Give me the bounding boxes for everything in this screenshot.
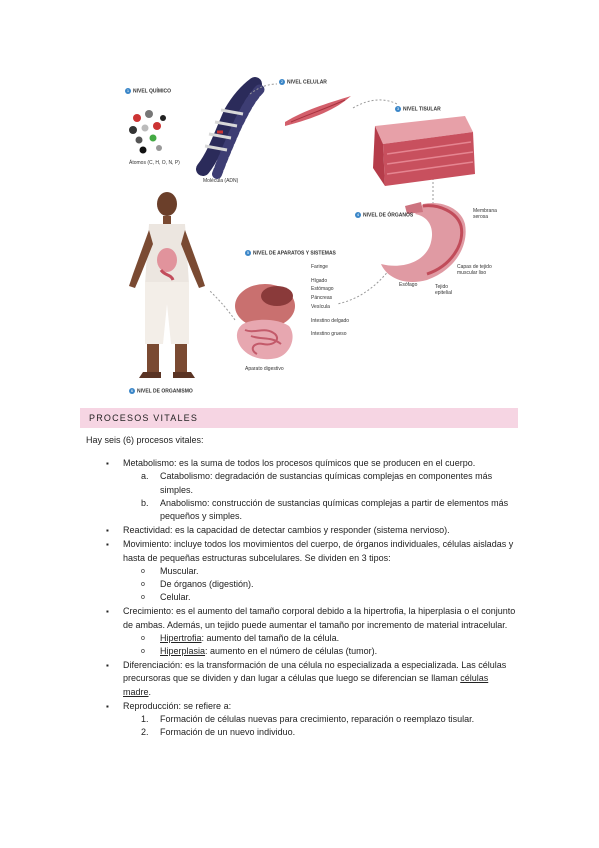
text-movimiento: incluye todos los movimientos del cuerpo, de órganos individuales, células aisladas y hasta de pequeñas estructuras subcelulares. Se dividen en 3 tipos: — [123, 539, 514, 563]
text-reactividad: es la capacidad de detectar cambios y responder (sistema nervioso). — [172, 525, 450, 536]
circle-bullet-icon: o — [141, 567, 145, 575]
sub-item-organos — [123, 578, 518, 591]
document-body — [86, 434, 518, 740]
sub-item-text: Muscular. — [160, 565, 199, 576]
text-crecimiento: es el aumento del tamaño corporal debido a la hipertrofia, la hiperplasia o el conjunto de ambas. Además, un tejido puede aumentar el tamaño por incremento de material intracelular. — [123, 606, 516, 630]
sentence-end: . — [148, 686, 152, 697]
term-hipertrofia: Hipertrofia — [160, 632, 202, 643]
liver-caption: Hígado — [311, 278, 328, 284]
term-diferenciacion: Diferenciación: — [123, 660, 183, 671]
sub-item-anabolismo — [123, 497, 518, 523]
growth-sublist — [123, 632, 518, 658]
metabolism-sublist — [123, 470, 518, 523]
level-number-badge: 5 — [246, 250, 250, 255]
term-celulas-madre: células madre — [123, 673, 489, 697]
section-header-bar — [80, 408, 518, 428]
text-anabolismo: construcción de sustancias químicas complejas a partir de elementos más pequeños y simples. — [160, 497, 509, 522]
serous-membrane-caption: Membrana serosa — [473, 208, 497, 220]
movement-sublist — [123, 565, 518, 605]
section-title: PROCESOS VITALES — [89, 413, 199, 423]
level-cellular-label: 2 NIVEL CELULAR — [280, 79, 327, 86]
list-item-reproduccion — [86, 700, 518, 740]
level-number-badge: 6 — [130, 388, 134, 393]
atoms-caption: Átomos (C, H, O, N, P) — [129, 160, 180, 166]
digestive-system-illustration — [235, 284, 295, 359]
term-catabolismo: Catabolismo: — [160, 471, 213, 482]
level-number-badge: 4 — [356, 212, 360, 217]
figure-illustration — [105, 74, 517, 400]
circle-bullet-icon: o — [141, 634, 145, 642]
text-catabolismo: degradación de sustancias químicas complejas en componentes más simples. — [160, 471, 493, 495]
dna-molecule-illustration — [203, 84, 261, 174]
sub-item-catabolismo — [123, 470, 518, 496]
term-crecimiento: Crecimiento: — [123, 606, 174, 617]
tissue-block-illustration — [373, 116, 475, 186]
digestive-system-caption: Aparato digestivo — [245, 366, 284, 372]
muscle-layers-caption: Capas de tejido muscular liso — [457, 264, 492, 276]
list-marker: b. — [141, 497, 149, 508]
gallbladder-caption: Vesícula — [311, 304, 330, 310]
sub-item-hipertrofia — [123, 632, 518, 645]
atoms-illustration — [129, 110, 166, 154]
circle-bullet-icon: o — [141, 648, 145, 656]
term-movimiento: Movimiento: — [123, 539, 172, 550]
circle-bullet-icon: o — [141, 594, 145, 602]
level-systems-label: 5 NIVEL DE APARATOS Y SISTEMAS — [246, 250, 336, 257]
sub-item-muscular — [123, 565, 518, 578]
text-hipertrofia: : aumento del tamaño de la célula. — [201, 632, 340, 643]
large-intestine-caption: Intestino grueso — [311, 331, 347, 337]
sub-item-hiperplasia — [123, 645, 518, 658]
level-number-badge: 2 — [280, 79, 284, 84]
term-metabolismo: Metabolismo: — [123, 458, 177, 469]
list-item-diferenciacion — [86, 659, 518, 699]
list-item-reactividad — [86, 524, 518, 537]
level-number-badge: 1 — [126, 88, 130, 93]
level-chemical-label: 1 NIVEL QUÍMICO — [126, 88, 171, 95]
level-organs-label: 4 NIVEL DE ÓRGANOS — [356, 212, 414, 219]
reproduction-sublist — [123, 713, 518, 739]
pharynx-caption: Faringe — [311, 264, 328, 270]
text-metabolismo: es la suma de todos los procesos químicos que se producen en el cuerpo. — [176, 458, 476, 469]
muscle-cell-illustration — [285, 96, 351, 126]
sub-item-text: De órganos (digestión). — [160, 579, 254, 590]
text-diferenciacion: es la transformación de una célula no especializada a especializada. Las células precursoras que se dividen y dan lugar a células que luego se diferencian se llaman — [123, 660, 507, 684]
small-intestine-caption: Intestino delgado — [311, 318, 350, 324]
term-reactividad: Reactividad: — [123, 525, 173, 536]
vital-processes-list — [86, 457, 518, 739]
circle-bullet-icon: o — [141, 581, 145, 589]
text-reproduccion: se refiere a: — [181, 700, 232, 711]
term-hiperplasia: Hiperplasia — [160, 646, 206, 657]
term-anabolismo: Anabolismo: — [160, 497, 210, 508]
text-hiperplasia: : aumento en el número de células (tumor). — [205, 646, 378, 657]
list-marker: 2. — [141, 727, 149, 738]
list-item-movimiento — [86, 538, 518, 604]
pancreas-caption: Páncreas — [311, 295, 333, 301]
sub-item-celular — [123, 591, 518, 604]
level-tissue-label: 3 NIVEL TISULAR — [396, 106, 441, 113]
esophagus-caption: Esófago — [399, 282, 418, 288]
list-item-crecimiento — [86, 605, 518, 658]
molecule-caption: Molécula (ADN) — [203, 178, 239, 184]
level-number-badge: 3 — [396, 106, 400, 111]
list-item-metabolismo — [86, 457, 518, 523]
level-organism-label: 6 NIVEL DE ORGANISMO — [130, 388, 193, 395]
sub-item-text: Formación de un nuevo individuo. — [160, 727, 296, 738]
girl-organism-illustration — [129, 192, 205, 378]
sub-item-text: Formación de células nuevas para crecimiento, reparación o reemplazo tisular. — [160, 714, 475, 725]
sub-item-text: Celular. — [160, 592, 191, 603]
list-marker: 1. — [141, 714, 149, 725]
sub-item-nuevo-individuo — [123, 726, 518, 739]
intro-paragraph: Hay seis (6) procesos vitales: — [86, 435, 204, 445]
list-marker: a. — [141, 471, 149, 482]
levels-of-organization-figure — [105, 74, 517, 400]
sub-item-formacion-celulas — [123, 713, 518, 726]
epithelial-tissue-caption: Tejido epitelial — [435, 284, 452, 296]
stomach-caption: Estómago — [311, 286, 334, 292]
term-reproduccion: Reproducción: — [123, 700, 182, 711]
